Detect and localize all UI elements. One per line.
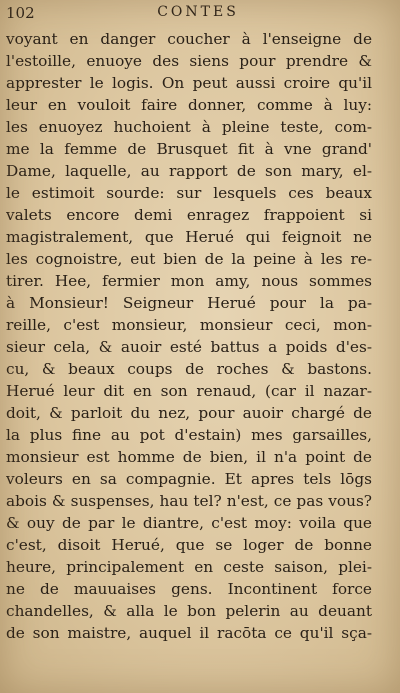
text-line: voyant en danger coucher à l'enseigne de — [6, 30, 372, 48]
text-line: & ouy de par le diantre, c'est moy: voila que — [6, 514, 372, 532]
text-line: à Monsieur! Seigneur Herué pour la pa- — [6, 294, 372, 312]
text-line: heure, principalement en ceste saison, plei- — [6, 558, 372, 576]
text-line: les cognoistre, eut bien de la peine à les re- — [6, 250, 372, 268]
page-number: 102 — [6, 4, 35, 22]
text-line: les enuoyez huchoient à pleine teste, com- — [6, 118, 372, 136]
text-line: magistralement, que Herué qui feignoit ne — [6, 228, 372, 246]
text-line: monsieur est homme de bien, il n'a point de — [6, 448, 372, 466]
text-line: me la femme de Brusquet fit à vne grand' — [6, 140, 372, 158]
text-line: de son maistre, auquel il racōta ce qu'il sça- — [6, 624, 372, 642]
text-line: apprester le logis. On peut aussi croire qu'il — [6, 74, 372, 92]
text-line: abois & suspenses, hau tel? n'est, ce pas vous? — [6, 492, 372, 510]
text-line: cu, & beaux coups de roches & bastons. — [6, 360, 372, 378]
text-line: c'est, disoit Herué, que se loger de bonne — [6, 536, 372, 554]
text-line: leur en vouloit faire donner, comme à luy: — [6, 96, 372, 114]
text-line: Dame, laquelle, au rapport de son mary, el- — [6, 162, 372, 180]
body-text — [6, 28, 372, 644]
text-line: le estimoit sourde: sur lesquels ces beaux — [6, 184, 372, 202]
text-line: Herué leur dit en son renaud, (car il nazar- — [6, 382, 372, 400]
text-line: l'estoille, enuoye des siens pour prendre & — [6, 52, 372, 70]
text-line: voleurs en sa compagnie. Et apres tels lōgs — [6, 470, 372, 488]
text-line: tirer. Hee, fermier mon amy, nous sommes — [6, 272, 372, 290]
text-line: ne de mauuaises gens. Incontinent force — [6, 580, 372, 598]
text-line: la plus fine au pot d'estain) mes garsailles, — [6, 426, 372, 444]
page-header — [6, 4, 390, 26]
text-line: reille, c'est monsieur, monsieur ceci, mon- — [6, 316, 372, 334]
text-line: valets encore demi enragez frappoient si — [6, 206, 372, 224]
text-line: doit, & parloit du nez, pour auoir chargé de — [6, 404, 372, 422]
text-line: chandelles, & alla le bon pelerin au deuant — [6, 602, 372, 620]
text-line: sieur cela, & auoir esté battus a poids d'es- — [6, 338, 372, 356]
running-title: CONTES — [157, 4, 239, 20]
